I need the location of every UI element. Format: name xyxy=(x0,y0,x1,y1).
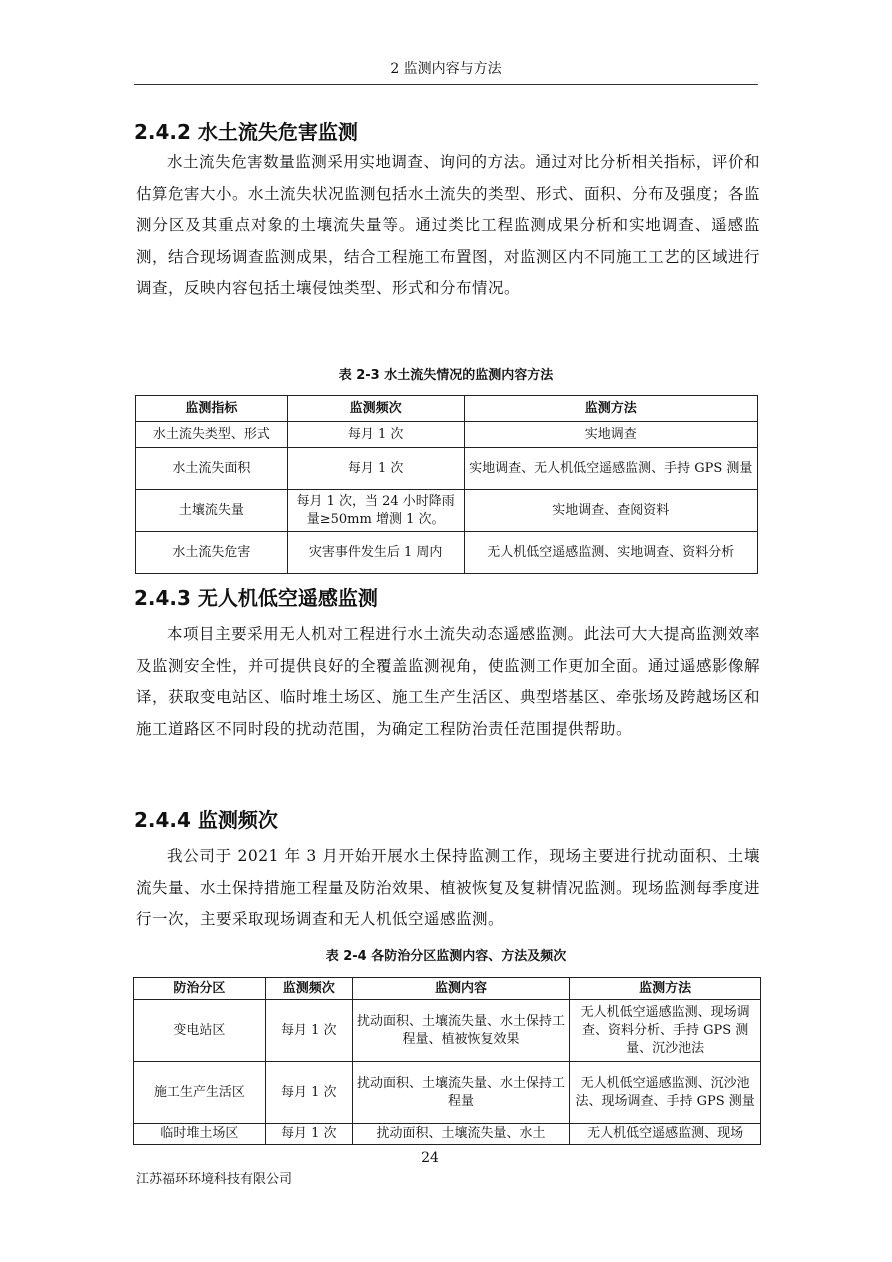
table-cell: 水土流失类型、形式 xyxy=(136,422,288,448)
table-cell: 每月 1 次 xyxy=(287,448,464,490)
table-cell: 水土流失面积 xyxy=(136,448,288,490)
table-2-3 xyxy=(135,395,758,574)
paragraph-2-4-2: 水土流失危害数量监测采用实地调查、询问的方法。通过对比分析相关指标，评价和估算危害大小。水土流失状况监测包括水土流失的类型、形式、面积、分布及强度；各监测分区及其重点对象的土壤流失量等。通过类比工程监测成果分析和实地调查、遥感监测，结合现场调查监测成果，结合工程施工布置图，对监测区内不同施工工艺的区域进行调查，反映内容包括土壤侵蚀类型、形式和分布情况。 xyxy=(136,153,761,297)
table-row xyxy=(134,1124,761,1145)
section-heading-2-4-2: 2.4.2 水土流失危害监测 xyxy=(134,120,358,144)
table-cell: 施工生产生活区 xyxy=(134,1062,266,1124)
table-cell: 土壤流失量 xyxy=(136,490,288,532)
table-row xyxy=(136,448,758,490)
table-cell: 每月 1 次 xyxy=(265,1124,352,1145)
table-cell: 无人机低空遥感监测、现场调查、资料分析、手持 GPS 测量、沉沙池法 xyxy=(570,1000,761,1062)
header-cell: 监测频次 xyxy=(287,396,464,422)
section-heading-2-4-4: 2.4.4 监测频次 xyxy=(134,808,278,832)
table-row xyxy=(134,1000,761,1062)
table-cell: 扰动面积、土壤流失量、水土保持工程量 xyxy=(352,1062,570,1124)
table-2-4-caption: 表 2-4 各防治分区监测内容、方法及频次 xyxy=(325,949,567,964)
table-cell: 水土流失危害 xyxy=(136,532,288,574)
table-cell: 每月 1 次 xyxy=(265,1000,352,1062)
table-cell: 每月 1 次，当 24 小时降雨量≥50mm 增测 1 次。 xyxy=(287,490,464,532)
paragraph-2-4-4: 我公司于 2021 年 3 月开始开展水土保持监测工作，现场主要进行扰动面积、土壤流失量、水土保持措施工程量及防治效果、植被恢复及复耕情况监测。现场监测每季度进行一次，主要采取现场调查和无人机低空遥感监测。 xyxy=(136,847,761,928)
running-header: 2 监测内容与方法 xyxy=(134,58,758,85)
table-cell: 实地调查 xyxy=(464,422,758,448)
table-cell: 无人机低空遥感监测、沉沙池法、现场调查、手持 GPS 测量 xyxy=(570,1062,761,1124)
table-row xyxy=(136,422,758,448)
table-cell: 实地调查、查阅资料 xyxy=(464,490,758,532)
table-header-row xyxy=(134,978,761,1000)
page-number: 24 xyxy=(421,1150,439,1166)
table-2-3-caption: 表 2-3 水土流失情况的监测内容方法 xyxy=(338,368,554,383)
table-cell: 扰动面积、土壤流失量、水土保持工程量、植被恢复效果 xyxy=(352,1000,570,1062)
header-cell: 防治分区 xyxy=(134,978,266,1000)
table-cell: 变电站区 xyxy=(134,1000,266,1062)
table-cell: 无人机低空遥感监测、现场 xyxy=(570,1124,761,1145)
table-row xyxy=(134,1062,761,1124)
header-cell: 监测频次 xyxy=(265,978,352,1000)
table-cell: 灾害事件发生后 1 周内 xyxy=(287,532,464,574)
header-cell: 监测方法 xyxy=(464,396,758,422)
table-row xyxy=(136,532,758,574)
table-row xyxy=(136,490,758,532)
paragraph-2-4-3: 本项目主要采用无人机对工程进行水土流失动态遥感监测。此法可大大提高监测效率及监测安全性，并可提供良好的全覆盖监测视角，使监测工作更加全面。通过遥感影像解译，获取变电站区、临时堆土场区、施工生产生活区、典型塔基区、牵张场及跨越场区和施工道路区不同时段的扰动范围，为确定工程防治责任范围提供帮助。 xyxy=(136,625,761,738)
table-cell: 实地调查、无人机低空遥感监测、手持 GPS 测量 xyxy=(464,448,758,490)
table-cell: 每月 1 次 xyxy=(265,1062,352,1124)
header-cell: 监测方法 xyxy=(570,978,761,1000)
table-cell: 临时堆土场区 xyxy=(134,1124,266,1145)
table-cell: 扰动面积、土壤流失量、水土 xyxy=(352,1124,570,1145)
header-cell: 监测内容 xyxy=(352,978,570,1000)
table-header-row xyxy=(136,396,758,422)
table-cell: 无人机低空遥感监测、实地调查、资料分析 xyxy=(464,532,758,574)
header-cell: 监测指标 xyxy=(136,396,288,422)
table-cell: 每月 1 次 xyxy=(287,422,464,448)
footer-company: 江苏福环环境科技有限公司 xyxy=(136,1172,293,1187)
section-heading-2-4-3: 2.4.3 无人机低空遥感监测 xyxy=(134,586,378,610)
table-2-4 xyxy=(133,977,761,1145)
